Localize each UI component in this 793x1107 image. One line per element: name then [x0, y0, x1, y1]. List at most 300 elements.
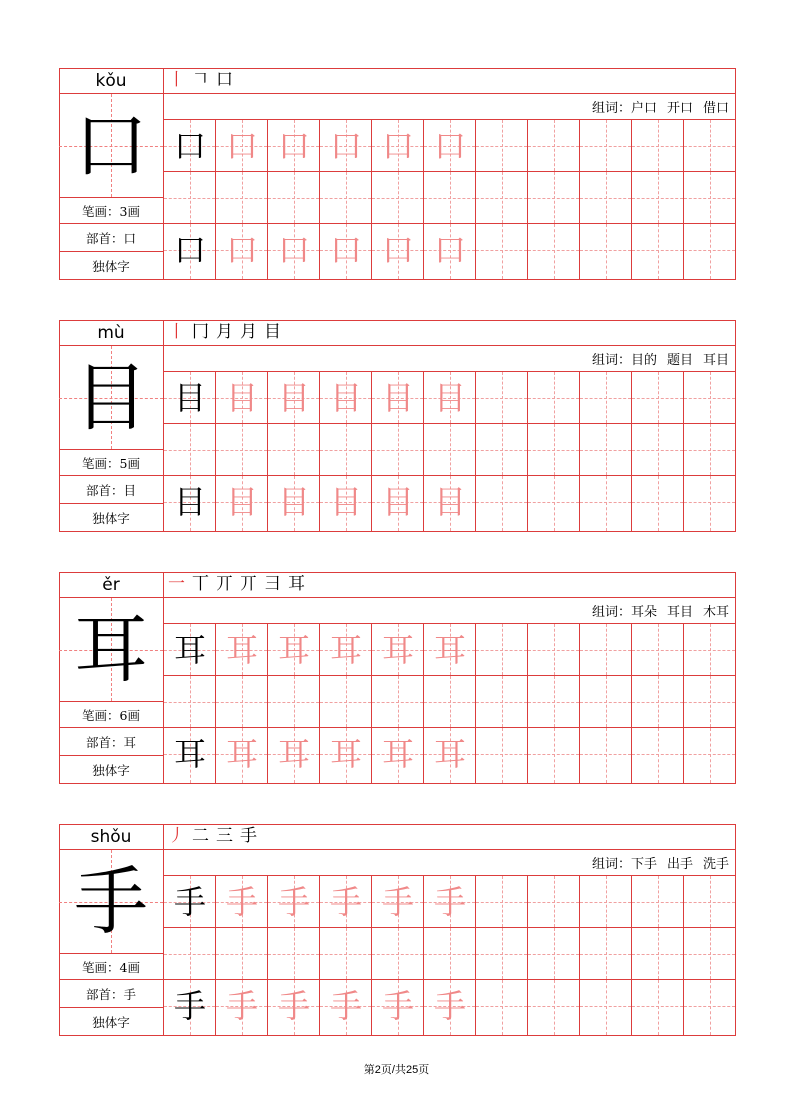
trace-character: 手 — [225, 987, 258, 1025]
writing-square[interactable] — [268, 676, 320, 728]
trace-character: 口 — [329, 127, 362, 165]
stroke-count: 笔画：4画 — [59, 954, 163, 980]
stroke-step: 丅 — [192, 574, 209, 594]
writing-square[interactable] — [216, 980, 268, 1035]
trace-character: 耳 — [433, 735, 466, 773]
writing-square[interactable] — [528, 120, 580, 172]
guide-line — [346, 424, 347, 475]
guide-line — [242, 676, 243, 727]
radical: 部首：目 — [59, 476, 163, 504]
stroke-step: 丿 — [168, 826, 185, 846]
guide-line — [554, 980, 555, 1035]
writing-square[interactable] — [632, 172, 684, 224]
writing-square[interactable] — [528, 372, 580, 424]
writing-square[interactable] — [320, 980, 372, 1035]
stroke-step: 口 — [216, 70, 233, 90]
guide-line — [606, 928, 607, 979]
writing-square[interactable] — [684, 172, 735, 224]
writing-square[interactable] — [476, 876, 528, 928]
words-label: 组词：下手 — [591, 857, 657, 872]
writing-square[interactable] — [580, 424, 632, 476]
guide-line — [502, 120, 503, 171]
writing-square[interactable] — [216, 876, 268, 928]
trace-character: 耳 — [329, 631, 362, 669]
writing-square[interactable] — [320, 372, 372, 424]
writing-square[interactable] — [216, 928, 268, 980]
guide-line — [658, 372, 659, 423]
guide-line — [606, 676, 607, 727]
guide-line — [346, 172, 347, 223]
main-character: 手 — [74, 858, 148, 945]
writing-square[interactable] — [684, 372, 735, 424]
guide-line — [398, 424, 399, 475]
writing-square[interactable] — [372, 676, 424, 728]
writing-square[interactable] — [632, 676, 684, 728]
writing-square[interactable] — [632, 876, 684, 928]
word-examples — [164, 598, 735, 624]
model-character: 手 — [173, 987, 206, 1025]
trace-character: 目 — [277, 379, 310, 417]
guide-line — [606, 980, 607, 1035]
writing-square[interactable] — [164, 172, 216, 224]
writing-square[interactable] — [268, 424, 320, 476]
practice-row — [164, 120, 735, 224]
guide-line — [606, 172, 607, 223]
writing-square[interactable] — [268, 224, 320, 279]
writing-square[interactable] — [320, 624, 372, 676]
guide-line — [710, 624, 711, 675]
writing-square[interactable] — [320, 120, 372, 172]
writing-square[interactable] — [476, 476, 528, 531]
writing-square[interactable] — [164, 928, 216, 980]
writing-square[interactable] — [424, 728, 476, 783]
writing-square[interactable] — [372, 172, 424, 224]
guide-line — [450, 172, 451, 223]
stroke-step: 二 — [192, 826, 209, 846]
stroke-step: 耳 — [288, 574, 305, 594]
writing-square[interactable] — [424, 424, 476, 476]
trace-character: 口 — [329, 231, 362, 269]
guide-line — [606, 476, 607, 531]
writing-square[interactable] — [164, 876, 216, 928]
trace-character: 耳 — [329, 735, 362, 773]
stroke-step: 丌 — [240, 574, 257, 594]
writing-square[interactable] — [216, 372, 268, 424]
guide-line — [190, 676, 191, 727]
writing-square[interactable] — [580, 476, 632, 531]
pinyin: kǒu — [59, 68, 163, 94]
writing-square[interactable] — [580, 120, 632, 172]
writing-square[interactable] — [632, 980, 684, 1035]
stroke-order-row — [164, 824, 735, 850]
writing-square[interactable] — [528, 876, 580, 928]
writing-square[interactable] — [632, 424, 684, 476]
practice-area — [164, 320, 735, 531]
writing-square[interactable] — [268, 728, 320, 783]
writing-square[interactable] — [320, 928, 372, 980]
character-block — [59, 824, 735, 1035]
writing-square[interactable] — [580, 928, 632, 980]
writing-square[interactable] — [476, 928, 528, 980]
guide-line — [554, 120, 555, 171]
writing-square[interactable] — [372, 928, 424, 980]
writing-square[interactable] — [476, 120, 528, 172]
guide-line — [658, 676, 659, 727]
writing-square[interactable] — [424, 676, 476, 728]
guide-line — [606, 224, 607, 279]
writing-square[interactable] — [580, 728, 632, 783]
writing-square[interactable] — [164, 676, 216, 728]
guide-line — [346, 676, 347, 727]
words-label: 组词：目的 — [591, 353, 657, 368]
writing-square[interactable] — [372, 980, 424, 1035]
writing-square[interactable] — [164, 476, 216, 531]
pinyin: mù — [59, 320, 163, 346]
writing-square[interactable] — [424, 172, 476, 224]
writing-square[interactable] — [372, 728, 424, 783]
trace-character: 目 — [277, 483, 310, 521]
writing-square[interactable] — [216, 120, 268, 172]
model-character: 目 — [173, 379, 206, 417]
stroke-step: 冂 — [192, 322, 209, 342]
guide-line — [346, 928, 347, 979]
stroke-order-row — [164, 572, 735, 598]
guide-line — [502, 172, 503, 223]
guide-line — [294, 928, 295, 979]
writing-square[interactable] — [268, 980, 320, 1035]
writing-square[interactable] — [424, 224, 476, 279]
example-word: 耳目 — [702, 353, 729, 368]
writing-square[interactable] — [528, 728, 580, 783]
writing-square[interactable] — [684, 120, 735, 172]
trace-character: 手 — [277, 883, 310, 921]
stroke-step: 丨 — [168, 322, 185, 342]
stroke-step: 三 — [216, 826, 233, 846]
trace-character: 口 — [433, 231, 466, 269]
info-column — [59, 68, 163, 279]
guide-line — [502, 476, 503, 531]
writing-square[interactable] — [164, 728, 216, 783]
writing-square[interactable] — [424, 876, 476, 928]
word-examples — [164, 94, 735, 120]
writing-square[interactable] — [268, 624, 320, 676]
trace-character: 目 — [433, 483, 466, 521]
guide-line — [658, 728, 659, 783]
stroke-order-row — [164, 68, 735, 94]
radical: 部首：耳 — [59, 728, 163, 756]
writing-square[interactable] — [528, 224, 580, 279]
practice-row — [164, 728, 735, 783]
stroke-step: 丨 — [168, 70, 185, 90]
example-word: 开口 — [666, 101, 693, 116]
writing-square[interactable] — [528, 676, 580, 728]
writing-square[interactable] — [216, 476, 268, 531]
writing-square[interactable] — [528, 980, 580, 1035]
writing-square[interactable] — [424, 624, 476, 676]
example-word: 借口 — [702, 101, 729, 116]
guide-line — [502, 980, 503, 1035]
trace-character: 耳 — [381, 735, 414, 773]
writing-square[interactable] — [632, 120, 684, 172]
character-block — [59, 68, 735, 279]
guide-line — [554, 476, 555, 531]
stroke-count: 笔画：3画 — [59, 198, 163, 224]
model-character: 口 — [173, 127, 206, 165]
guide-line — [294, 676, 295, 727]
practice-area — [164, 572, 735, 783]
guide-line — [554, 372, 555, 423]
guide-line — [242, 172, 243, 223]
guide-line — [502, 928, 503, 979]
trace-character: 口 — [381, 231, 414, 269]
guide-line — [710, 424, 711, 475]
writing-square[interactable] — [372, 624, 424, 676]
guide-line — [606, 728, 607, 783]
guide-line — [658, 624, 659, 675]
info-column — [59, 320, 163, 531]
writing-square[interactable] — [684, 476, 735, 531]
writing-square[interactable] — [632, 372, 684, 424]
main-character-box — [59, 598, 163, 702]
guide-line — [554, 624, 555, 675]
writing-square[interactable] — [164, 372, 216, 424]
practice-area — [164, 68, 735, 279]
guide-line — [450, 928, 451, 979]
practice-row — [164, 876, 735, 980]
writing-square[interactable] — [632, 728, 684, 783]
writing-square[interactable] — [684, 876, 735, 928]
writing-square[interactable] — [528, 928, 580, 980]
trace-character: 手 — [381, 987, 414, 1025]
writing-square[interactable] — [528, 624, 580, 676]
trace-character: 目 — [225, 483, 258, 521]
writing-square[interactable] — [684, 424, 735, 476]
writing-square[interactable] — [216, 676, 268, 728]
trace-character: 手 — [277, 987, 310, 1025]
guide-line — [710, 928, 711, 979]
guide-line — [190, 928, 191, 979]
writing-square[interactable] — [164, 980, 216, 1035]
writing-square[interactable] — [424, 372, 476, 424]
guide-line — [190, 172, 191, 223]
writing-square[interactable] — [424, 928, 476, 980]
writing-square[interactable] — [268, 172, 320, 224]
trace-character: 口 — [277, 127, 310, 165]
guide-line — [242, 928, 243, 979]
trace-character: 耳 — [433, 631, 466, 669]
radical: 部首：手 — [59, 980, 163, 1008]
stroke-step: 𠃍 — [192, 70, 209, 90]
writing-square[interactable] — [424, 120, 476, 172]
guide-line — [710, 476, 711, 531]
guide-line — [658, 876, 659, 927]
trace-character: 口 — [381, 127, 414, 165]
writing-square[interactable] — [684, 224, 735, 279]
guide-line — [502, 876, 503, 927]
trace-character: 目 — [433, 379, 466, 417]
guide-line — [398, 676, 399, 727]
stroke-step: 手 — [240, 826, 257, 846]
writing-square[interactable] — [372, 424, 424, 476]
writing-square[interactable] — [684, 676, 735, 728]
guide-line — [710, 372, 711, 423]
writing-square[interactable] — [528, 476, 580, 531]
guide-line — [554, 928, 555, 979]
writing-square[interactable] — [216, 624, 268, 676]
guide-line — [606, 876, 607, 927]
guide-line — [710, 876, 711, 927]
writing-square[interactable] — [476, 224, 528, 279]
example-word: 洗手 — [702, 857, 729, 872]
writing-square[interactable] — [320, 728, 372, 783]
guide-line — [502, 372, 503, 423]
writing-square[interactable] — [580, 676, 632, 728]
writing-square[interactable] — [684, 980, 735, 1035]
guide-line — [502, 676, 503, 727]
radical: 部首：口 — [59, 224, 163, 252]
trace-character: 耳 — [225, 631, 258, 669]
writing-square[interactable] — [372, 372, 424, 424]
writing-square[interactable] — [528, 424, 580, 476]
guide-line — [606, 424, 607, 475]
example-word: 木耳 — [702, 605, 729, 620]
words-label: 组词：户口 — [591, 101, 657, 116]
model-character: 口 — [173, 231, 206, 269]
writing-square[interactable] — [632, 224, 684, 279]
writing-square[interactable] — [372, 476, 424, 531]
guide-line — [658, 172, 659, 223]
guide-line — [294, 172, 295, 223]
trace-character: 手 — [329, 883, 362, 921]
structure-type: 独体字 — [92, 510, 130, 526]
character-block — [59, 572, 735, 783]
main-character-box — [59, 346, 163, 450]
word-examples — [164, 850, 735, 876]
writing-square[interactable] — [580, 372, 632, 424]
stroke-order-row — [164, 320, 735, 346]
writing-square[interactable] — [164, 624, 216, 676]
writing-square[interactable] — [580, 624, 632, 676]
stroke-step: ⺕ — [264, 574, 281, 594]
writing-square[interactable] — [476, 424, 528, 476]
trace-character: 手 — [225, 883, 258, 921]
trace-character: 手 — [433, 883, 466, 921]
writing-square[interactable] — [476, 172, 528, 224]
guide-line — [398, 172, 399, 223]
trace-character: 口 — [225, 127, 258, 165]
example-word: 题目 — [666, 353, 693, 368]
writing-square[interactable] — [216, 728, 268, 783]
writing-square[interactable] — [320, 676, 372, 728]
guide-line — [502, 424, 503, 475]
guide-line — [710, 980, 711, 1035]
stroke-step: 丌 — [216, 574, 233, 594]
practice-row — [164, 372, 735, 476]
guide-line — [710, 172, 711, 223]
writing-square[interactable] — [268, 372, 320, 424]
main-character: 口 — [74, 102, 148, 189]
trace-character: 耳 — [277, 735, 310, 773]
stroke-step: 月 — [240, 322, 257, 342]
guide-line — [658, 980, 659, 1035]
writing-square[interactable] — [320, 476, 372, 531]
writing-square[interactable] — [268, 476, 320, 531]
writing-square[interactable] — [684, 624, 735, 676]
writing-square[interactable] — [372, 876, 424, 928]
guide-line — [190, 424, 191, 475]
writing-square[interactable] — [320, 876, 372, 928]
writing-square[interactable] — [476, 372, 528, 424]
stroke-step: 目 — [264, 322, 281, 342]
writing-square[interactable] — [476, 728, 528, 783]
writing-square[interactable] — [528, 172, 580, 224]
writing-square[interactable] — [632, 928, 684, 980]
writing-square[interactable] — [476, 676, 528, 728]
guide-line — [502, 224, 503, 279]
writing-square[interactable] — [476, 980, 528, 1035]
writing-square[interactable] — [424, 980, 476, 1035]
writing-square[interactable] — [476, 624, 528, 676]
guide-line — [450, 424, 451, 475]
writing-square[interactable] — [164, 120, 216, 172]
structure-type: 独体字 — [92, 1014, 130, 1030]
writing-square[interactable] — [216, 172, 268, 224]
writing-square[interactable] — [164, 424, 216, 476]
guide-line — [554, 172, 555, 223]
writing-square[interactable] — [424, 476, 476, 531]
structure-type: 独体字 — [92, 762, 130, 778]
writing-square[interactable] — [684, 728, 735, 783]
writing-square[interactable] — [580, 224, 632, 279]
writing-square[interactable] — [684, 928, 735, 980]
trace-character: 手 — [381, 883, 414, 921]
guide-line — [554, 876, 555, 927]
character-block — [59, 320, 735, 531]
writing-square[interactable] — [372, 120, 424, 172]
trace-character: 目 — [225, 379, 258, 417]
writing-square[interactable] — [320, 424, 372, 476]
guide-line — [502, 624, 503, 675]
writing-square[interactable] — [268, 928, 320, 980]
trace-character: 口 — [433, 127, 466, 165]
stroke-step: 月 — [216, 322, 233, 342]
practice-area — [164, 824, 735, 1035]
writing-square[interactable] — [320, 224, 372, 279]
guide-line — [554, 224, 555, 279]
model-character: 耳 — [173, 735, 206, 773]
writing-square[interactable] — [164, 224, 216, 279]
writing-square[interactable] — [320, 172, 372, 224]
practice-row — [164, 476, 735, 531]
stroke-step: 一 — [168, 574, 185, 594]
writing-square[interactable] — [268, 876, 320, 928]
writing-square[interactable] — [632, 624, 684, 676]
stroke-count: 笔画：5画 — [59, 450, 163, 476]
writing-square[interactable] — [632, 476, 684, 531]
guide-line — [658, 224, 659, 279]
practice-row — [164, 624, 735, 728]
writing-square[interactable] — [216, 424, 268, 476]
writing-square[interactable] — [580, 980, 632, 1035]
info-column — [59, 824, 163, 1035]
page-footer: 第2页/共25页 — [363, 1064, 430, 1076]
writing-square[interactable] — [372, 224, 424, 279]
writing-square[interactable] — [216, 224, 268, 279]
guide-line — [658, 928, 659, 979]
writing-square[interactable] — [268, 120, 320, 172]
writing-square[interactable] — [580, 172, 632, 224]
writing-square[interactable] — [580, 876, 632, 928]
